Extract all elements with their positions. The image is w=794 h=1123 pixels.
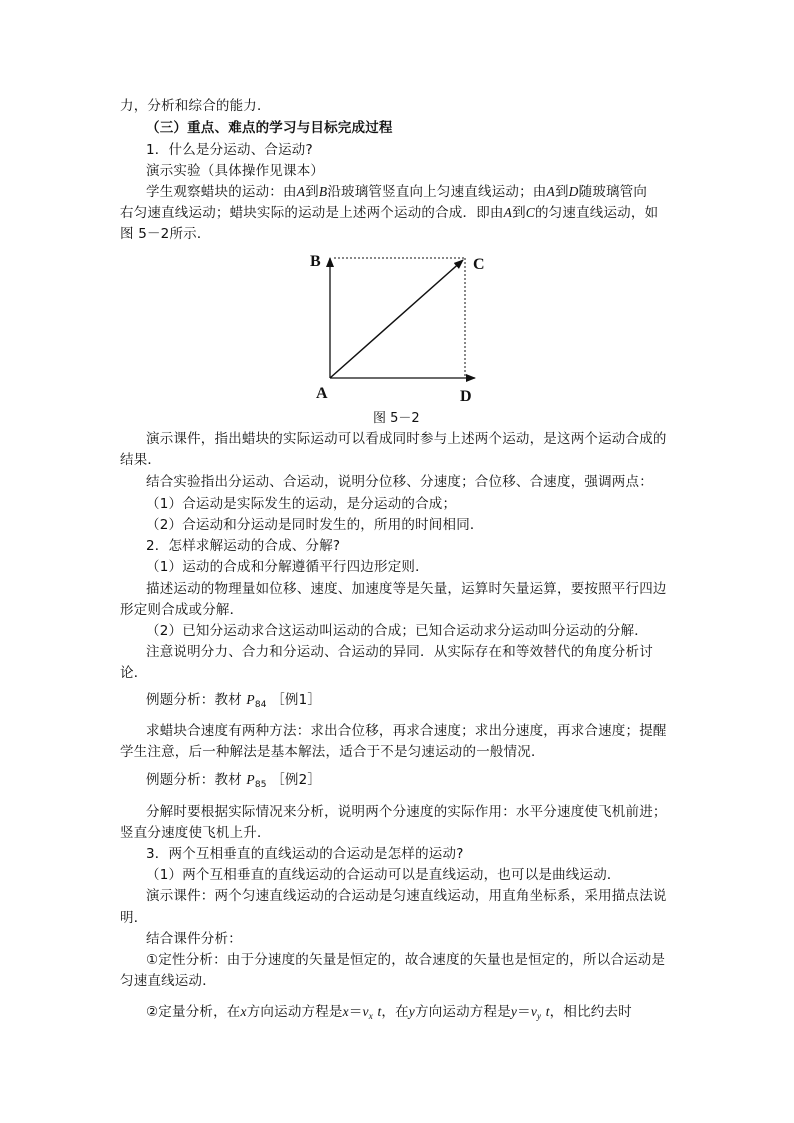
- example-1-ref: [146, 690, 321, 715]
- text-line-33: [146, 1002, 632, 1026]
- label-C: C: [473, 256, 485, 273]
- point-1: （1）合运动是实际发生的运动，是分运动的合成；: [146, 496, 457, 512]
- figure-caption: 图 5－2: [373, 411, 420, 426]
- var-v: v: [362, 1004, 369, 1019]
- text-run: 方向运动方程是: [246, 1004, 343, 1020]
- text-line-16: 形定则合成或分解．: [120, 602, 244, 618]
- text-line-1: 力，分析和综合的能力．: [120, 98, 271, 114]
- var-A: A: [503, 205, 513, 220]
- equals-sign: ＝: [517, 1004, 531, 1020]
- text-line-24: 分解时要根据实际情况来分析，说明两个分速度的实际作用：水平分速度使飞机前进；: [146, 804, 667, 820]
- text-run: 学生观察蜡块的运动：由: [146, 184, 297, 200]
- text-run: ［例1］: [266, 692, 322, 708]
- var-x: x: [240, 1004, 247, 1019]
- text-run: 沿玻璃管竖直向上匀速直线运动；由: [327, 184, 547, 200]
- text-line-17: （2）已知分运动求合这运动叫运动的合成；已知合运动求分运动叫分运动的分解．: [146, 623, 648, 639]
- text-line-4: 演示实验（具体操作见课本）: [146, 163, 325, 179]
- text-line-10: 结合实验指出分运动、合运动，说明分位移、分速度；合位移、合速度，强调两点：: [146, 474, 653, 490]
- text-line-25: 竖直分速度使飞机上升．: [120, 825, 271, 841]
- var-A: A: [296, 184, 306, 199]
- var-A: A: [546, 184, 555, 199]
- label-D: D: [460, 388, 472, 405]
- var-y: y: [408, 1004, 415, 1019]
- text-line-31: ①定性分析：由于分速度的矢量是恒定的，故合速度的矢量也是恒定的，所以合运动是: [146, 952, 666, 968]
- subscript-x: x: [368, 1011, 373, 1021]
- question-3: 3．两个互相垂直的直线运动的合运动是怎样的运动?: [146, 846, 464, 862]
- text-run: 方向运动方程是: [415, 1004, 511, 1020]
- equals-sign: ＝: [348, 1004, 363, 1020]
- var-B: B: [318, 184, 328, 199]
- text-line-6: [120, 203, 658, 223]
- text-line-14: （1）运动的合成和分解遵循平行四边形定则．: [146, 559, 429, 575]
- text-run: ，相比约去时: [549, 1004, 632, 1020]
- question-1: 1．什么是分运动、合运动?: [146, 142, 313, 158]
- label-A: A: [316, 385, 328, 402]
- page-subscript: 84: [254, 700, 267, 710]
- text-line-19: 论．: [120, 665, 148, 681]
- text-run: 到: [305, 184, 319, 200]
- text-line-32: 匀速直线运动．: [120, 973, 216, 989]
- var-t: t: [377, 1004, 382, 1019]
- text-line-30: 结合课件分析：: [146, 931, 242, 947]
- text-line-29: 明．: [120, 910, 148, 926]
- text-line-27: （1）两个互相垂直的直线运动的合运动可以是直线运动，也可以是曲线运动．: [146, 867, 621, 883]
- var-v: v: [530, 1004, 538, 1019]
- figure-5-2: [300, 248, 500, 408]
- text-run: 的匀速直线运动，如: [534, 205, 659, 221]
- var-y: y: [510, 1004, 518, 1019]
- var-C: C: [525, 205, 535, 220]
- text-run: ，在: [381, 1004, 409, 1020]
- var-P: P: [246, 772, 255, 787]
- var-t: t: [545, 1004, 550, 1019]
- text-line-15: 描述运动的物理量如位移、速度、加速度等是矢量，运算时矢量运算，要按照平行四边: [146, 581, 667, 597]
- var-D: D: [568, 184, 579, 199]
- text-line-18: 注意说明分力、合力和分运动、合运动的异同．从实际存在和等效替代的角度分析讨: [146, 644, 653, 660]
- text-run: 右匀速直线运动；蜡块实际的运动是上述两个运动的合成．即由: [120, 205, 504, 221]
- text-line-28: 演示课件：两个匀速直线运动的合运动是匀速直线运动，用直角坐标系，采用描点法说: [146, 888, 667, 904]
- text-run: 随玻璃管向: [578, 184, 648, 200]
- var-P: P: [246, 692, 255, 707]
- text-line-9: 结果．: [120, 452, 162, 468]
- text-run: ［例2］: [266, 772, 322, 788]
- text-run: 例题分析：教材: [146, 692, 247, 708]
- text-line-5: [146, 182, 647, 202]
- text-run: 例题分析：教材: [146, 772, 247, 788]
- var-x: x: [342, 1004, 349, 1019]
- section-heading: （三）重点、难点的学习与目标完成过程: [146, 120, 393, 136]
- page-subscript: 85: [254, 780, 267, 790]
- question-2: 2．怎样求解运动的合成、分解?: [146, 538, 341, 554]
- example-2-ref: [146, 770, 321, 795]
- text-line-21: 求蜡块合速度有两种方法：求出合位移，再求合速度；求出分速度，再求合速度；提醒: [146, 723, 667, 739]
- text-run: ②定量分析，在: [146, 1004, 241, 1020]
- label-B: B: [310, 253, 321, 270]
- text-line-8: 演示课件，指出蜡块的实际运动可以看成同时参与上述两个运动，是这两个运动合成的: [146, 431, 667, 447]
- subscript-y: y: [537, 1011, 542, 1021]
- text-line-22: 学生注意，后一种解法是基本解法，适合于不是匀速运动的一般情况．: [120, 744, 545, 760]
- vector-AC: [330, 260, 463, 378]
- text-run: 到: [512, 205, 526, 221]
- point-2: （2）合运动和分运动是同时发生的，所用的时间相同．: [146, 517, 484, 533]
- text-line-7: 图 5－2所示．: [120, 226, 211, 242]
- text-run: 到: [554, 184, 569, 200]
